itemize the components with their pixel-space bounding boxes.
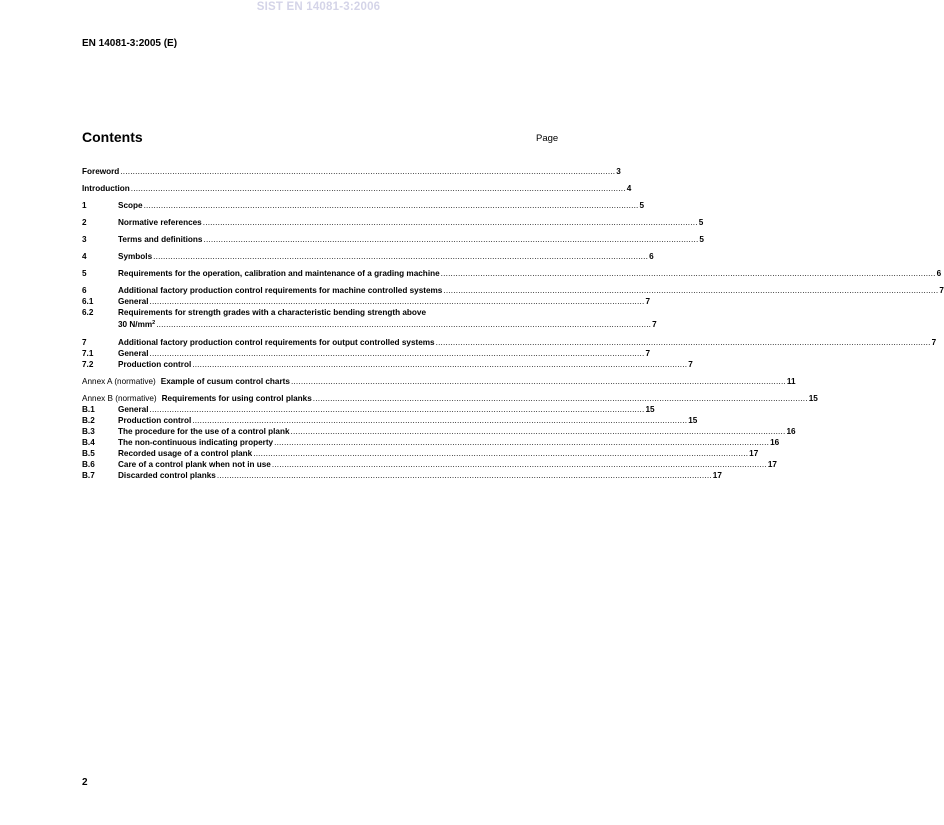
toc-entry-page: 7: [652, 320, 657, 329]
toc-entry-title: General: [118, 297, 149, 306]
toc-entry-number: 4: [82, 252, 87, 261]
leader-dots: ........................................................................................................................................................................................................: [192, 416, 688, 425]
toc-entry-title: The non-continuous indicating property: [118, 438, 274, 447]
toc-entry-b-3[interactable]: [82, 426, 796, 437]
toc-entry-number: B.3: [82, 427, 95, 436]
toc-entry-introduction[interactable]: [82, 183, 632, 194]
toc-entry-title: Example of cusum control charts: [160, 377, 290, 386]
toc-entry-title: The procedure for the use of a control plank: [118, 427, 290, 436]
toc-entry-title: Scope: [118, 201, 143, 210]
toc-entry-b-5[interactable]: [82, 448, 759, 459]
toc-entry-number: B.4: [82, 438, 95, 447]
page-title: Contents: [82, 129, 143, 145]
leader-dots: ........................................................................................................................................................................................................: [149, 297, 645, 306]
leader-dots: ........................................................................................................................................................................................................: [203, 235, 699, 244]
toc-entry-1[interactable]: [82, 200, 645, 211]
toc-entry-page: 6: [649, 252, 654, 261]
toc-entry-number: B.6: [82, 460, 95, 469]
toc-entry-page: 7: [939, 286, 944, 295]
leader-dots: ........................................................................................................................................................................................................: [290, 427, 786, 436]
page-number: 2: [82, 777, 88, 788]
toc-entry-number: B.1: [82, 405, 95, 414]
leader-dots: ........................................................................................................................................................................................................: [192, 360, 688, 369]
leader-dots: ........................................................................................................................................................................................................: [440, 269, 936, 278]
toc-entry-number: B.5: [82, 449, 95, 458]
toc-entry-number: 7.2: [82, 360, 94, 369]
toc-entry-title: Care of a control plank when not in use: [118, 460, 271, 469]
toc-entry-title: Introduction: [82, 184, 130, 193]
toc-entry-page: 16: [786, 427, 796, 436]
toc-entry-number: 6.1: [82, 297, 94, 306]
toc-entry-annex-b[interactable]: [82, 393, 818, 404]
toc-entry-title: Requirements for the operation, calibration and maintenance of a grading machine: [118, 269, 440, 278]
toc-entry-title: Terms and definitions: [118, 235, 203, 244]
toc-entry-page: 5: [699, 235, 704, 244]
toc-entry-page: 17: [749, 449, 759, 458]
toc-entry-page: 7: [931, 338, 937, 347]
toc-entry-b-1[interactable]: [82, 404, 655, 415]
leader-dots: ........................................................................................................................................................................................................: [216, 471, 712, 480]
watermark: SIST EN 14081-3:2006: [256, 1, 381, 13]
toc-entry-3[interactable]: [82, 234, 704, 245]
toc-entry-6-2[interactable]: [82, 307, 560, 318]
toc-entry-number: 2: [82, 218, 87, 227]
toc-entry-page: 16: [770, 438, 780, 447]
toc-entry-6[interactable]: [82, 285, 944, 296]
superscript: 2: [152, 320, 156, 326]
toc-entry-number: B.2: [82, 416, 95, 425]
toc-entry-number: B.7: [82, 471, 95, 480]
leader-dots: ........................................................................................................................................................................................................: [312, 394, 808, 403]
toc-entry-title: Foreword: [82, 167, 120, 176]
toc-entry-title: Discarded control planks: [118, 471, 216, 480]
toc-entry-7[interactable]: [82, 337, 937, 348]
toc-entry-4[interactable]: [82, 251, 654, 262]
leader-dots: ........................................................................................................................................................................................................: [274, 438, 770, 447]
toc-entry-title: General: [118, 349, 149, 358]
toc-entry-foreword[interactable]: [82, 166, 621, 177]
toc-entry-title-line1: Requirements for strength grades with a characteristic bending strength above: [118, 308, 427, 317]
toc-entry-b-7[interactable]: [82, 470, 722, 481]
toc-entry-2[interactable]: [82, 217, 704, 228]
toc-entry-b-4[interactable]: [82, 437, 780, 448]
toc-entry-page: 6: [936, 269, 942, 278]
toc-entry-number: 7: [82, 338, 87, 347]
toc-entry-page: 7: [688, 360, 693, 369]
leader-dots: ........................................................................................................................................................................................................: [435, 338, 931, 347]
leader-dots: ........................................................................................................................................................................................................: [271, 460, 767, 469]
leader-dots: ........................................................................................................................................................................................................: [156, 320, 652, 329]
toc-entry-number: 3: [82, 235, 87, 244]
toc-entry-title: Requirements for using control planks: [161, 394, 312, 403]
toc-entry-page: 17: [712, 471, 722, 480]
leader-dots: ........................................................................................................................................................................................................: [290, 377, 786, 386]
toc-entry-7-1[interactable]: [82, 348, 651, 359]
toc-entry-5[interactable]: [82, 268, 942, 279]
toc-entry-page: 15: [808, 394, 818, 403]
toc-entry-number: 5: [82, 269, 87, 278]
toc-entry-page: 5: [698, 218, 704, 227]
leader-dots: ........................................................................................................................................................................................................: [253, 449, 749, 458]
leader-dots: ........................................................................................................................................................................................................: [149, 349, 645, 358]
toc-entry-page: 15: [688, 416, 698, 425]
toc-entry-7-2[interactable]: [82, 359, 693, 370]
toc-entry-page: 5: [639, 201, 645, 210]
annex-prefix: Annex A (normative): [82, 377, 156, 386]
toc-entry-title: Normative references: [118, 218, 202, 227]
leader-dots: ........................................................................................................................................................................................................: [120, 167, 616, 176]
document-id: EN 14081-3:2005 (E): [82, 38, 178, 49]
leader-dots: ........................................................................................................................................................................................................: [143, 201, 639, 210]
toc-entry-page: 3: [616, 167, 621, 176]
toc-entry-title: General: [118, 405, 149, 414]
toc-entry-title-line2: 30 $N/mm^2$: [118, 320, 156, 329]
leader-dots: ........................................................................................................................................................................................................: [202, 218, 698, 227]
toc-entry-number: 7.1: [82, 349, 94, 358]
toc-entry-number: 1: [82, 201, 87, 210]
toc-entry-6-2-continuation[interactable]: [82, 319, 657, 330]
toc-entry-page: 7: [645, 349, 651, 358]
toc-entry-title: Recorded usage of a control plank: [118, 449, 253, 458]
toc-entry-title: Symbols: [118, 252, 153, 261]
leader-dots: ........................................................................................................................................................................................................: [149, 405, 645, 414]
toc-entry-number: 6: [82, 286, 87, 295]
toc-entry-title: Additional factory production control requirements for output controlled systems: [118, 338, 435, 347]
toc-entry-page: 7: [645, 297, 651, 306]
toc-entry-annex-a[interactable]: [82, 376, 796, 387]
toc-entry-page: 15: [645, 405, 655, 414]
leader-dots: ........................................................................................................................................................................................................: [443, 286, 939, 295]
toc-entry-6-1[interactable]: [82, 296, 651, 307]
toc-entry-title: Additional factory production control requirements for machine controlled systems: [118, 286, 443, 295]
leader-dots: ........................................................................................................................................................................................................: [153, 252, 649, 261]
toc-entry-b-2[interactable]: [82, 415, 698, 426]
toc-entry-b-6[interactable]: [82, 459, 777, 470]
toc-entry-page: 17: [767, 460, 777, 469]
toc-entry-page: 11: [786, 377, 796, 386]
toc-entry-number: 6.2: [82, 308, 94, 317]
leader-dots: ........................................................................................................................................................................................................: [130, 184, 626, 193]
toc-entry-title: Production control: [118, 416, 192, 425]
annex-prefix: Annex B (normative): [82, 394, 157, 403]
toc-entry-page: 4: [626, 184, 632, 193]
toc-entry-title: Production control: [118, 360, 192, 369]
page-column-label: Page: [536, 133, 559, 144]
